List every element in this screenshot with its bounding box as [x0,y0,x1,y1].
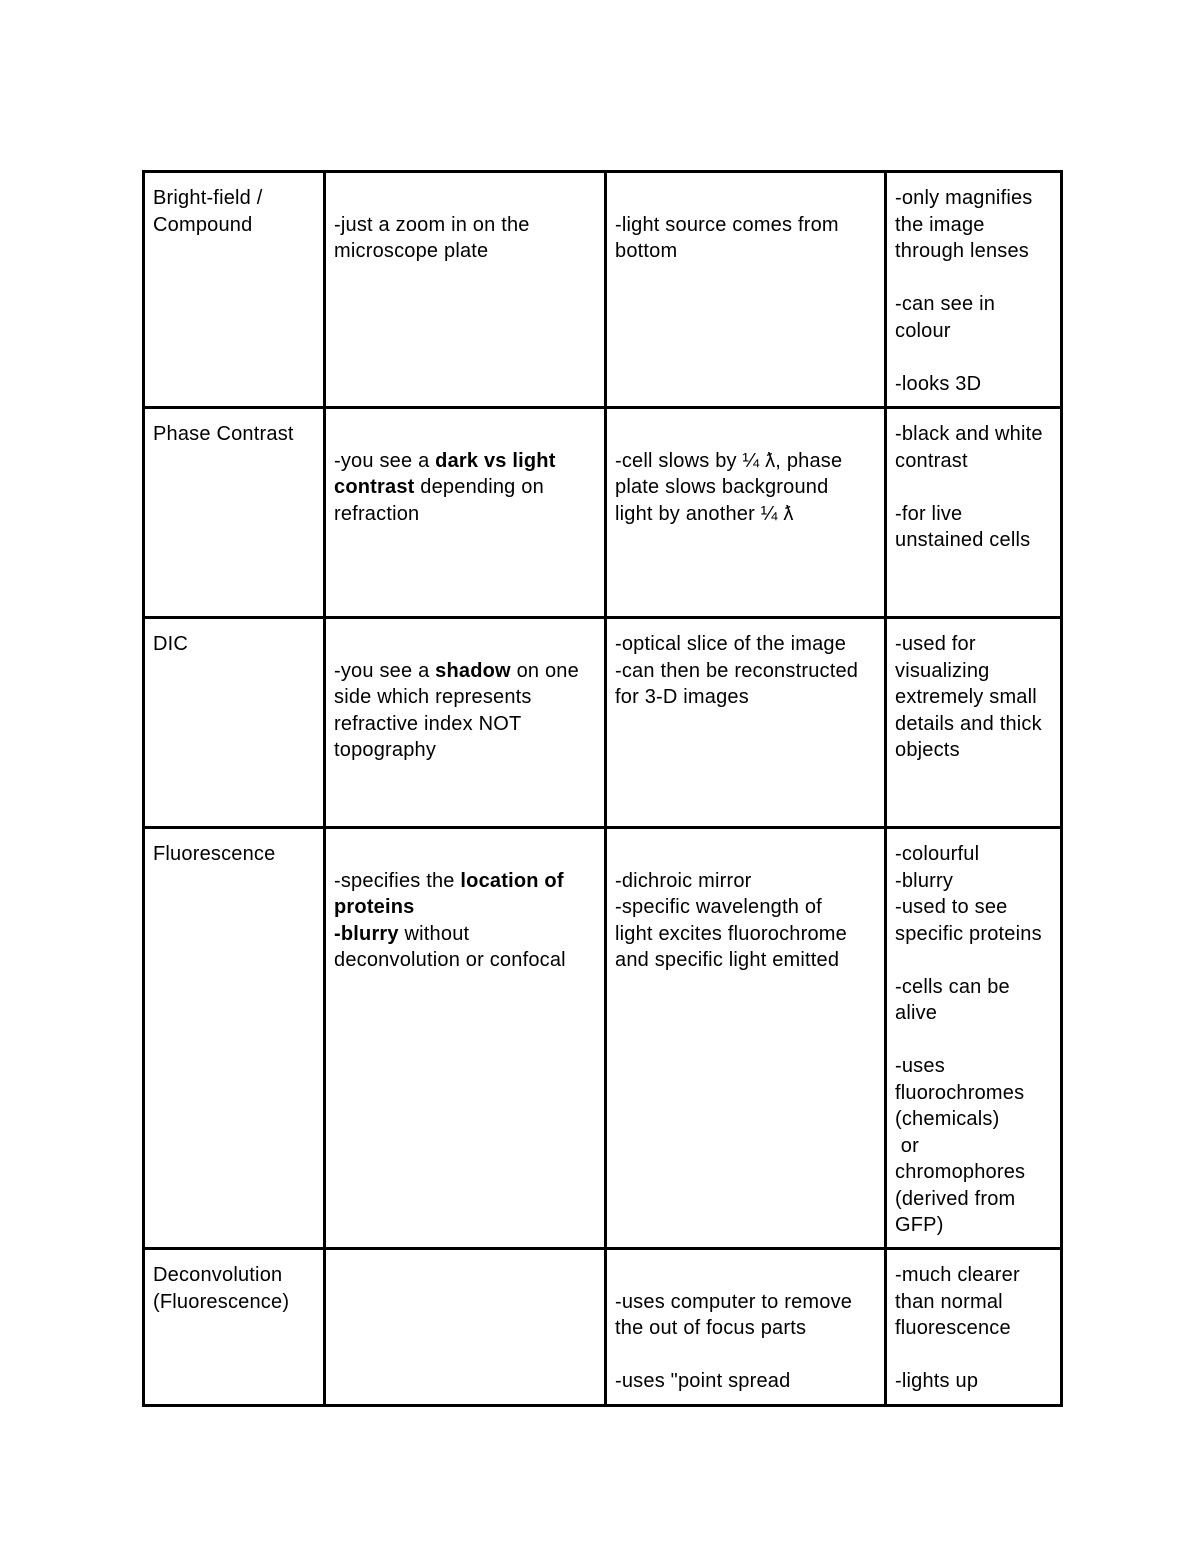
notes-cell: -used for visualizing extremely small details and thick objects [886,618,1062,828]
mechanism-cell: -uses computer to remove the out of focus parts -uses "point spread [606,1249,886,1406]
mechanism-cell: -light source comes from bottom [606,172,886,408]
description-cell [325,1249,606,1406]
method-cell: Deconvolution (Fluorescence) [144,1249,325,1406]
table-row [144,828,1062,1249]
mechanism-cell: -optical slice of the image -can then be reconstructed for 3-D images [606,618,886,828]
description-cell: -specifies the location of proteins -blurry without deconvolution or confocal [325,828,606,1249]
description-cell: -you see a dark vs light contrast depending on refraction [325,408,606,618]
method-cell: DIC [144,618,325,828]
mechanism-cell: -cell slows by ¼ ƛ, phase plate slows background light by another ¼ ƛ [606,408,886,618]
description-cell: -just a zoom in on the microscope plate [325,172,606,408]
microscopy-methods-table [142,170,1063,1407]
table-row [144,408,1062,618]
table-row [144,1249,1062,1406]
mechanism-cell: -dichroic mirror -specific wavelength of light excites fluorochrome and specific light emitted [606,828,886,1249]
method-cell: Fluorescence [144,828,325,1249]
notes-cell: -only magnifies the image through lenses -can see in colour -looks 3D [886,172,1062,408]
notes-cell: -much clearer than normal fluorescence -lights up [886,1249,1062,1406]
table-row [144,618,1062,828]
method-cell: Bright-field / Compound [144,172,325,408]
table-row [144,172,1062,408]
notes-cell: -colourful -blurry -used to see specific proteins -cells can be alive -uses fluorochromes (chemicals) or chromophores (derived from GFP) [886,828,1062,1249]
microscopy-table-page [142,170,1060,1407]
notes-cell: -black and white contrast -for live unstained cells [886,408,1062,618]
method-cell: Phase Contrast [144,408,325,618]
description-cell: -you see a shadow on one side which represents refractive index NOT topography [325,618,606,828]
